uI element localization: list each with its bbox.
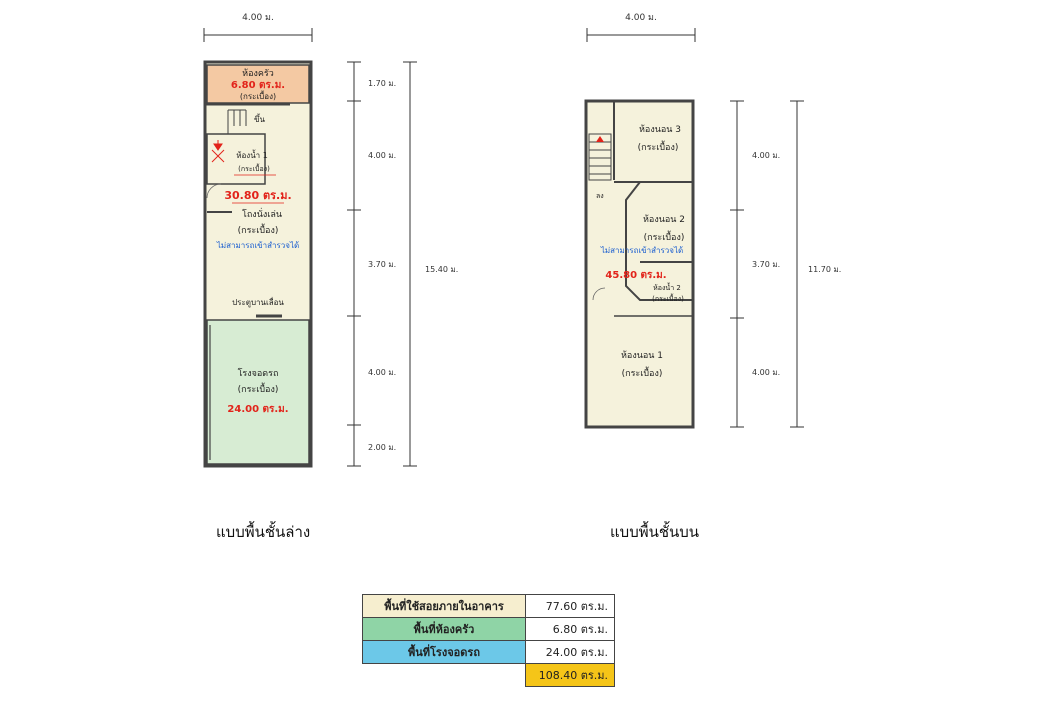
garage-area: 24.00 ตร.ม. bbox=[227, 404, 289, 415]
kitchen-floor: (กระเบื้อง) bbox=[239, 92, 277, 101]
total-spacer bbox=[363, 664, 526, 687]
lower-width-label: 4.00 ม. bbox=[242, 13, 274, 23]
kitchen-area: 6.80 ตร.ม. bbox=[230, 80, 286, 91]
upper-total-dim: 11.70 ม. bbox=[808, 265, 842, 274]
lower-dim-1: 1.70 ม. bbox=[368, 79, 397, 88]
lower-width-dimension bbox=[204, 28, 312, 42]
lower-floor-plan bbox=[204, 13, 458, 466]
garage-floor: (กระเบื้อง) bbox=[237, 385, 279, 395]
bathroom1-name: ห้องน้ำ 1 bbox=[236, 151, 268, 160]
living-floor: (กระเบื้อง) bbox=[237, 226, 279, 236]
upper-stair-label: ลง bbox=[596, 192, 604, 200]
kitchen-area-value: 6.80 ตร.ม. bbox=[526, 618, 615, 641]
bedroom3-name: ห้องนอน 3 bbox=[638, 125, 682, 135]
lower-dim-3: 3.70 ม. bbox=[368, 260, 397, 269]
usable-area-value: 77.60 ตร.ม. bbox=[526, 595, 615, 618]
table-row bbox=[363, 618, 615, 641]
area-summary-table bbox=[362, 594, 615, 687]
upper-width-label: 4.00 ม. bbox=[625, 13, 657, 23]
lower-dim-5: 2.00 ม. bbox=[368, 443, 397, 452]
lower-floor-caption: แบบพื้นชั้นล่าง bbox=[216, 523, 311, 541]
upper-area: 45.80 ตร.ม. bbox=[605, 270, 667, 281]
kitchen-name: ห้องครัว bbox=[242, 69, 274, 79]
bedroom3-floor: (กระเบื้อง) bbox=[637, 143, 679, 153]
bedroom1-name: ห้องนอน 1 bbox=[620, 351, 664, 361]
upper-dim-3: 4.00 ม. bbox=[752, 368, 781, 377]
usable-area-label: พื้นที่ใช้สอยภายในอาคาร bbox=[363, 595, 526, 618]
bathroom2-floor: (กระเบื้อง) bbox=[652, 295, 684, 303]
garage-area-value: 24.00 ตร.ม. bbox=[526, 641, 615, 664]
lower-stair-label: ขึ้น bbox=[254, 115, 265, 124]
kitchen-area-label: พื้นที่ห้องครัว bbox=[363, 618, 526, 641]
table-row bbox=[363, 664, 615, 687]
bathroom1-floor: (กระเบื้อง) bbox=[238, 165, 270, 173]
garage-area-label: พื้นที่โรงจอดรถ bbox=[363, 641, 526, 664]
lower-dim-2: 4.00 ม. bbox=[368, 151, 397, 160]
lower-total-dimension bbox=[403, 62, 417, 466]
bedroom2-name: ห้องนอน 2 bbox=[642, 215, 686, 225]
living-area: 30.80 ตร.ม. bbox=[224, 189, 292, 202]
total-area-value: 108.40 ตร.ม. bbox=[526, 664, 615, 687]
lower-total-dim: 15.40 ม. bbox=[425, 265, 459, 274]
upper-dim-1: 4.00 ม. bbox=[752, 151, 781, 160]
sliding-door-label: ประตูบานเลื่อน bbox=[232, 298, 284, 307]
garage-name: โรงจอดรถ bbox=[237, 369, 279, 379]
upper-floor-plan bbox=[586, 13, 841, 427]
upper-note: ไม่สามารถเข้าสำรวจได้ bbox=[600, 246, 684, 255]
bathroom2-name: ห้องน้ำ 2 bbox=[653, 284, 681, 292]
upper-floor-caption: แบบพื้นชั้นบน bbox=[610, 523, 700, 541]
lower-dimension-chain bbox=[347, 62, 361, 466]
lower-dim-4: 4.00 ม. bbox=[368, 368, 397, 377]
bedroom2-floor: (กระเบื้อง) bbox=[643, 233, 685, 243]
upper-width-dimension bbox=[587, 28, 695, 42]
upper-dim-2: 3.70 ม. bbox=[752, 260, 781, 269]
table-row bbox=[363, 595, 615, 618]
upper-total-dimension bbox=[790, 101, 804, 427]
living-name: โถงนั่งเล่น bbox=[242, 210, 282, 220]
table-row bbox=[363, 641, 615, 664]
upper-dimension-chain bbox=[730, 101, 744, 427]
living-note: ไม่สามารถเข้าสำรวจได้ bbox=[216, 241, 300, 250]
bedroom1-floor: (กระเบื้อง) bbox=[621, 369, 663, 379]
